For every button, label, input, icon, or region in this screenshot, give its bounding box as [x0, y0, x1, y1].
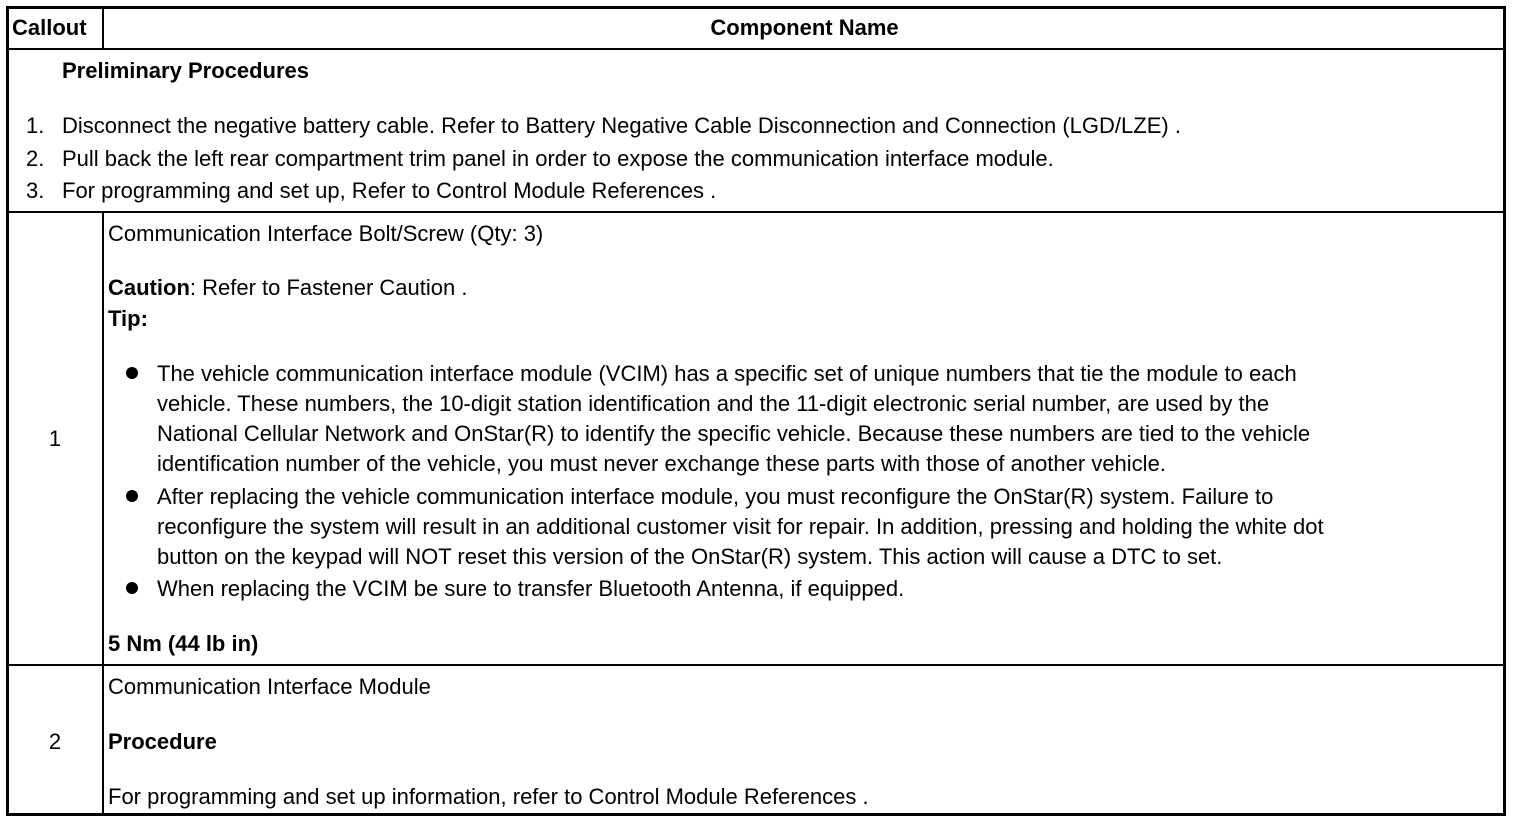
tip-line: button on the keypad will NOT reset this version of the OnStar(R) system. This action will cause a DTC to set. [157, 544, 1223, 569]
caution-text: : Refer to Fastener Caution . [189, 275, 468, 300]
step-text: Disconnect the negative battery cable. Refer to Battery Negative Cable Disconnection and Connection (LGD/LZE) . [62, 113, 1181, 138]
caution-line [108, 275, 467, 301]
preliminary-title: Preliminary Procedures [62, 58, 310, 83]
step-text: For programming and set up, Refer to Control Module References . [62, 178, 717, 203]
header-divider [9, 48, 1503, 50]
body-column-divider [102, 211, 104, 813]
row-2-callout: 2 [48, 729, 62, 754]
row-2-title: Communication Interface Module [108, 674, 431, 699]
torque-spec: 5 Nm (44 lb in) [108, 631, 259, 656]
step-number: 1. [26, 113, 45, 138]
step-text: Pull back the left rear compartment trim panel in order to expose the communication interface module. [62, 146, 1054, 171]
tip-line: After replacing the vehicle communication interface module, you must reconfigure the OnStar(R) system. Failure to [157, 484, 1274, 509]
header-component-name: Component Name [710, 15, 899, 40]
tip-label: Tip: [108, 306, 148, 331]
bullet-dot [126, 490, 138, 502]
tip-line: When replacing the VCIM be sure to transfer Bluetooth Antenna, if equipped. [157, 576, 905, 601]
step-number: 2. [26, 146, 45, 171]
step-number: 3. [26, 178, 45, 203]
tip-line: identification number of the vehicle, you must never exchange these parts with those of another vehicle. [157, 451, 1166, 476]
tip-line: The vehicle communication interface module (VCIM) has a specific set of unique numbers that tie the module to each [157, 361, 1297, 386]
row-1-callout: 1 [48, 426, 62, 451]
caution-label: Caution [108, 275, 190, 300]
tip-line: National Cellular Network and OnStar(R) to identify the specific vehicle. Because these numbers are tied to the vehicle [157, 421, 1311, 446]
bullet-dot [126, 582, 138, 594]
header-callout: Callout [12, 15, 87, 40]
row-1-divider [9, 664, 1503, 666]
procedure-label: Procedure [108, 729, 217, 754]
bullet-dot [126, 367, 138, 379]
tip-line: vehicle. These numbers, the 10-digit station identification and the 11-digit electronic serial number, are used by the [157, 391, 1270, 416]
row-1-title: Communication Interface Bolt/Screw (Qty: 3) [108, 221, 544, 246]
preliminary-divider [9, 211, 1503, 213]
tip-line: reconfigure the system will result in an additional customer visit for repair. In addition, pressing and holding the white dot [157, 514, 1324, 539]
procedure-text: For programming and set up information, refer to Control Module References . [108, 784, 869, 809]
